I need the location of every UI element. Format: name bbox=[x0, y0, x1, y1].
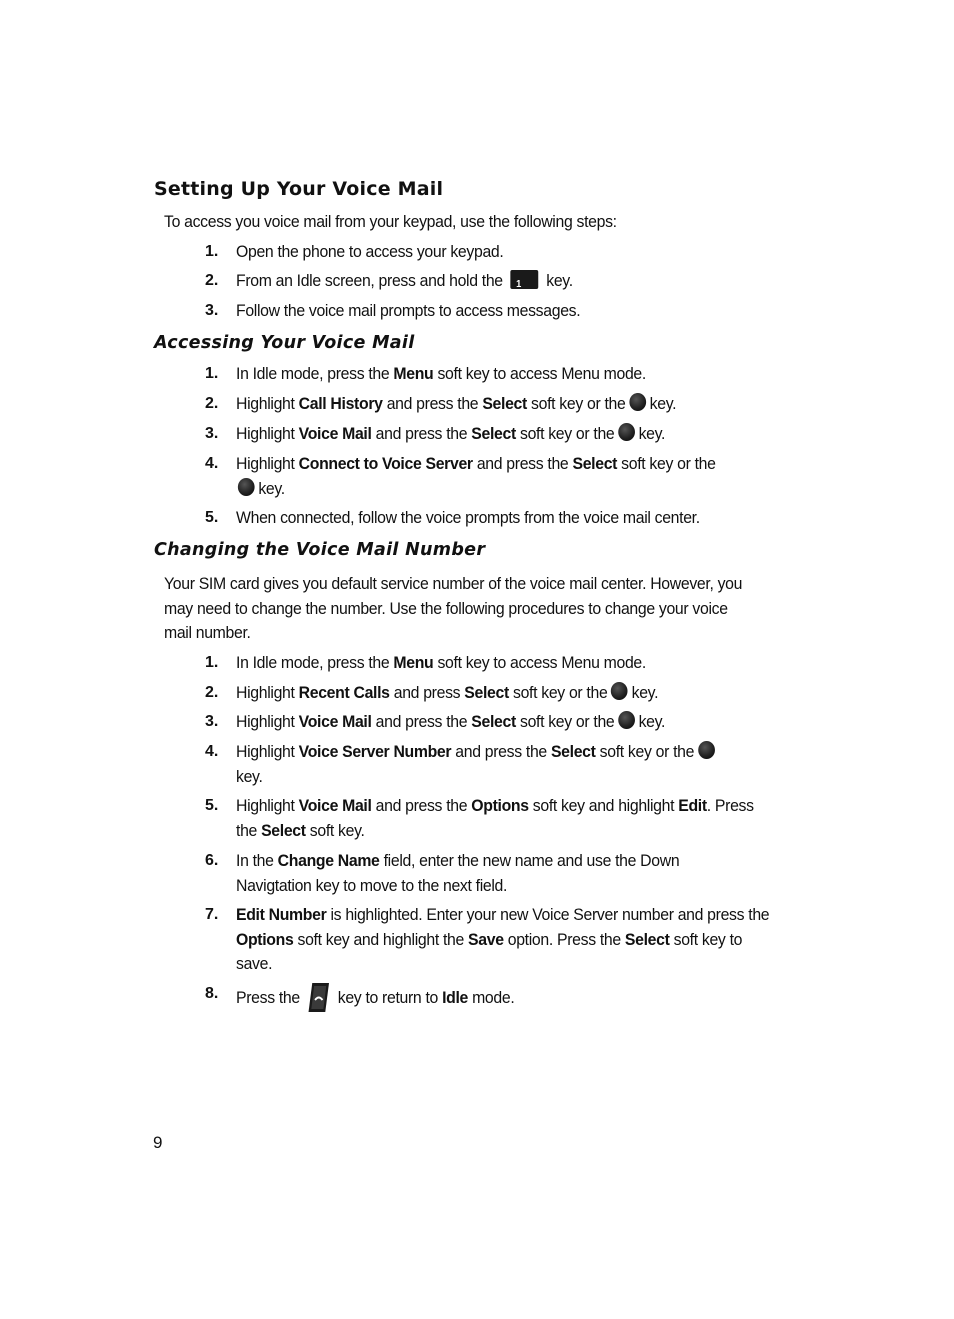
manual-page: Setting Up Your Voice Mail To access you voice mail from your keypad, use the following steps: 1. Open the phone to access your keypad. 2. From an Idle screen, press and hold the 1 key. 3. Follow the voice mail prompts to access messages. Accessing Your Voice Mail 1. In Idle mode, press the Menu soft key to access Menu mode. 2. Highlight Call History and press the Select soft key or the key. 3. Highlight Voice Mail and press the Select soft key or the key. 4. Highlight Connect to Voice Server and press the Select soft key or the key. 5. When connected, follow the voice prompts from the voice mail center. Changing the Voice Mail Number Your SIM card gives you default service number of the voice mail center. However, you may need to change the number. Use the following procedures to change your voice mail number. 1. In Idle mode, press the Menu soft key to access Menu mode. 2. Highlight Recent Calls and press Select soft key or the key. 3. Highlight Voice Mail and press the Select soft key or the key. 4. Highlight Voice Server Number and press the Select soft key or the key. 5. Highlight Voice Mail and press the Options soft key and highlight Edit. Press the Select soft key. 6. In the Change Name field, enter the new name and use the Down Navigtation key to move to the next field. 7. Edit Number is highlighted. Enter your new Voice Server number and press the Options soft key and highlight the Save option. Press the Select soft key to save. 8. Press the key to return to Idle mode. 9 bbox=[153, 178, 770, 1152]
heading-accessing-voice-mail: Accessing Your Voice Mail bbox=[154, 333, 415, 353]
heading-setting-up-voice-mail: Setting Up Your Voice Mail bbox=[154, 178, 444, 200]
heading-changing-voice-mail-number: Changing the Voice Mail Number bbox=[154, 540, 486, 560]
intro-change: Your SIM card gives you default service number of the voice mail center. However, you may need to change the number. Use the following procedures to change your voice mail number. bbox=[164, 574, 743, 642]
intro-setup: To access you voice mail from your keypad, use the following steps: bbox=[164, 212, 617, 231]
circle-key-icon bbox=[611, 682, 628, 700]
circle-key-icon bbox=[618, 711, 635, 729]
page-number: 9 bbox=[153, 1133, 163, 1152]
circle-key-icon bbox=[698, 741, 715, 759]
circle-key-icon bbox=[238, 478, 255, 496]
circle-key-icon bbox=[629, 393, 646, 411]
one-key-icon: 1 bbox=[511, 270, 539, 289]
end-key-icon bbox=[308, 982, 330, 1013]
circle-key-icon bbox=[618, 423, 635, 441]
